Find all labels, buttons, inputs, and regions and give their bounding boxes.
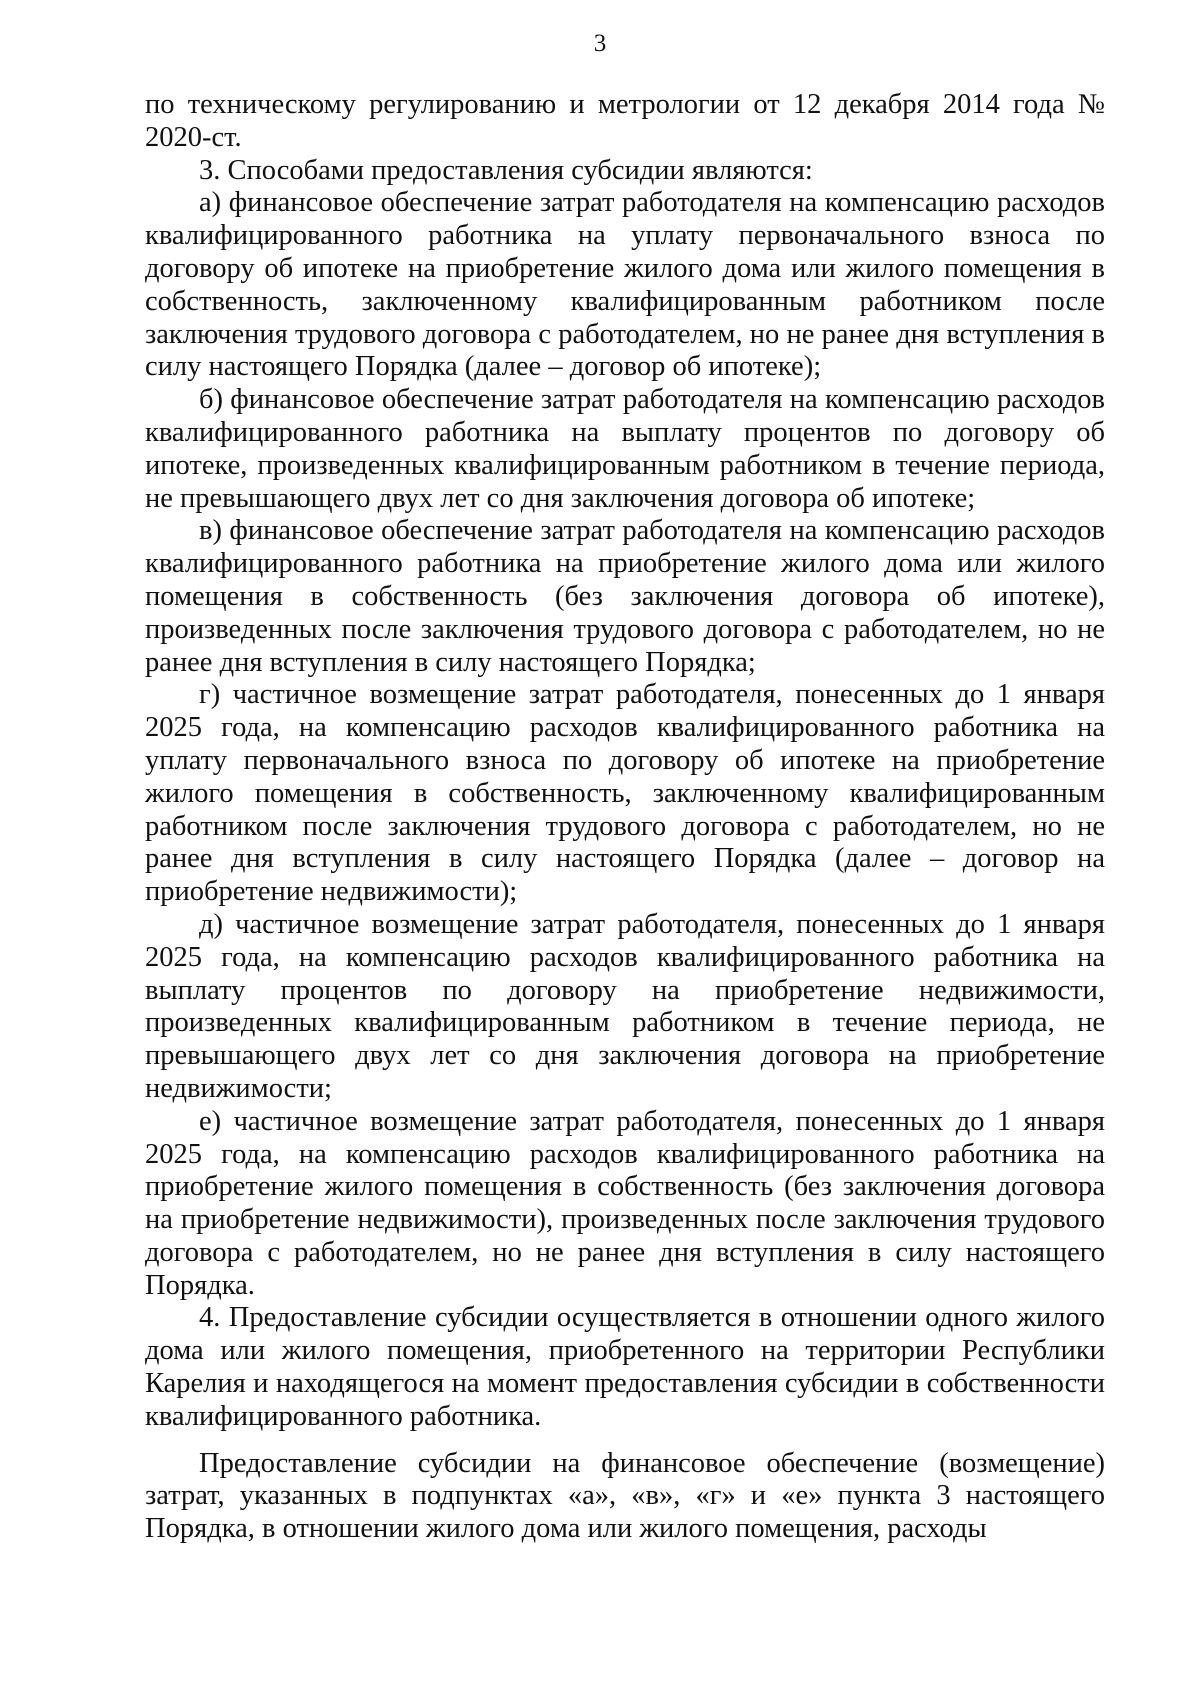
paragraph-subitem-e: е) частичное возмещение затрат работодателя, понесенных до 1 января 2025 года, на компенсацию расходов квалифицированного работника на приобретение жилого помещения в собственность (без заключения договора на приобретение недвижимости), произведенных после заключения трудового договора с работодателем, но не ранее дня вступления в силу настоящего Порядка. bbox=[145, 1105, 1105, 1301]
paragraph-item-4: 4. Предоставление субсидии осуществляется в отношении одного жилого дома или жилого помещения, приобретенного на территории Республики Карелия и находящегося на момент предоставления субсидии в собственности квалифицированного работника. bbox=[145, 1302, 1105, 1432]
document-body bbox=[145, 89, 1105, 1546]
paragraph-subitem-d: д) частичное возмещение затрат работодателя, понесенных до 1 января 2025 года, на компенсацию расходов квалифицированного работника на выплату процентов по договору на приобретение недвижимости, произведенных квалифицированным работником в течение периода, не превышающего двух лет со дня заключения договора на приобретение недвижимости; bbox=[145, 908, 1105, 1104]
paragraph-item-3: 3. Способами предоставления субсидии являются: bbox=[199, 154, 813, 186]
paragraph-item-4-continued: Предоставление субсидии на финансовое обеспечение (возмещение) затрат, указанных в подпунктах «а», «в», «г» и «е» пункта 3 настоящего Порядка, в отношении жилого дома или жилого помещения, расходы bbox=[145, 1447, 1105, 1545]
paragraph-continuation: по техническому регулированию и метрологии от 12 декабря 2014 года № 2020-ст. bbox=[145, 89, 1105, 153]
paragraph-subitem-v: в) финансовое обеспечение затрат работодателя на компенсацию расходов квалифицированного работника на приобретение жилого дома или жилого помещения в собственность (без заключения договора об ипотеке), произведенных после заключения трудового договора с работодателем, но не ранее дня вступления в силу настоящего Порядка; bbox=[145, 515, 1105, 678]
paragraph-subitem-g: г) частичное возмещение затрат работодателя, понесенных до 1 января 2025 года, на компенсацию расходов квалифицированного работника на уплату первоначального взноса по договору об ипотеке на приобретение жилого помещения в собственность, заключенному квалифицированным работником после заключения трудового договора с работодателем, но не ранее дня вступления в силу настоящего Порядка (далее – договор на приобретение недвижимости); bbox=[145, 679, 1105, 908]
paragraph-subitem-a: а) финансовое обеспечение затрат работодателя на компенсацию расходов квалифицированного работника на уплату первоначального взноса по договору об ипотеке на приобретение жилого дома или жилого помещения в собственность, заключенному квалифицированным работником после заключения трудового договора с работодателем, но не ранее дня вступления в силу настоящего Порядка (далее – договор об ипотеке); bbox=[145, 187, 1105, 383]
page-number: 3 bbox=[593, 30, 607, 57]
paragraph-subitem-b: б) финансовое обеспечение затрат работодателя на компенсацию расходов квалифицированного работника на выплату процентов по договору об ипотеке, произведенных квалифицированным работником в течение периода, не превышающего двух лет со дня заключения договора об ипотеке; bbox=[145, 384, 1105, 514]
